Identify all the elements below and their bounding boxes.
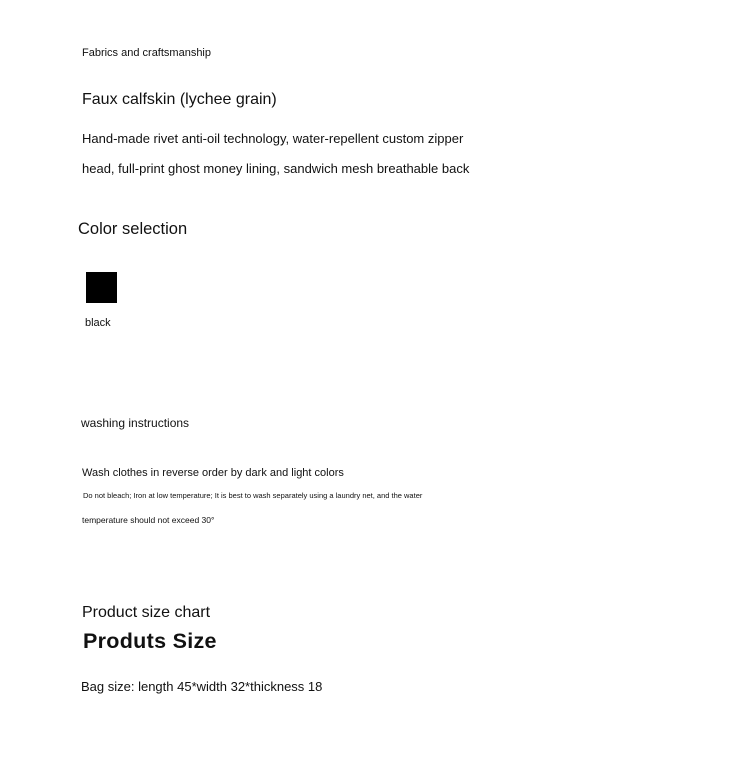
fabrics-section-label: Fabrics and craftsmanship [82,47,211,59]
craftsmanship-description-line-2: head, full-print ghost money lining, sandwich mesh breathable back [82,161,470,176]
washing-instruction-line-1: Wash clothes in reverse order by dark and light colors [82,467,344,479]
washing-instructions-heading: washing instructions [81,416,190,430]
size-chart-heading: Product size chart [82,604,211,621]
material-title: Faux calfskin (lychee grain) [82,91,277,108]
color-selection-heading: Color selection [78,220,188,238]
product-size-title: Produts Size [83,629,217,653]
color-swatch-label: black [85,317,111,329]
washing-instruction-line-2: Do not bleach; Iron at low temperature; It is best to wash separately using a laundry net, and the water [83,491,423,500]
bag-size-text: Bag size: length 45*width 32*thickness 18 [81,679,323,694]
washing-instruction-line-3: temperature should not exceed 30° [82,515,215,525]
craftsmanship-description-line-1: Hand-made rivet anti-oil technology, water-repellent custom zipper [82,131,464,146]
color-swatch-black[interactable] [86,272,117,303]
